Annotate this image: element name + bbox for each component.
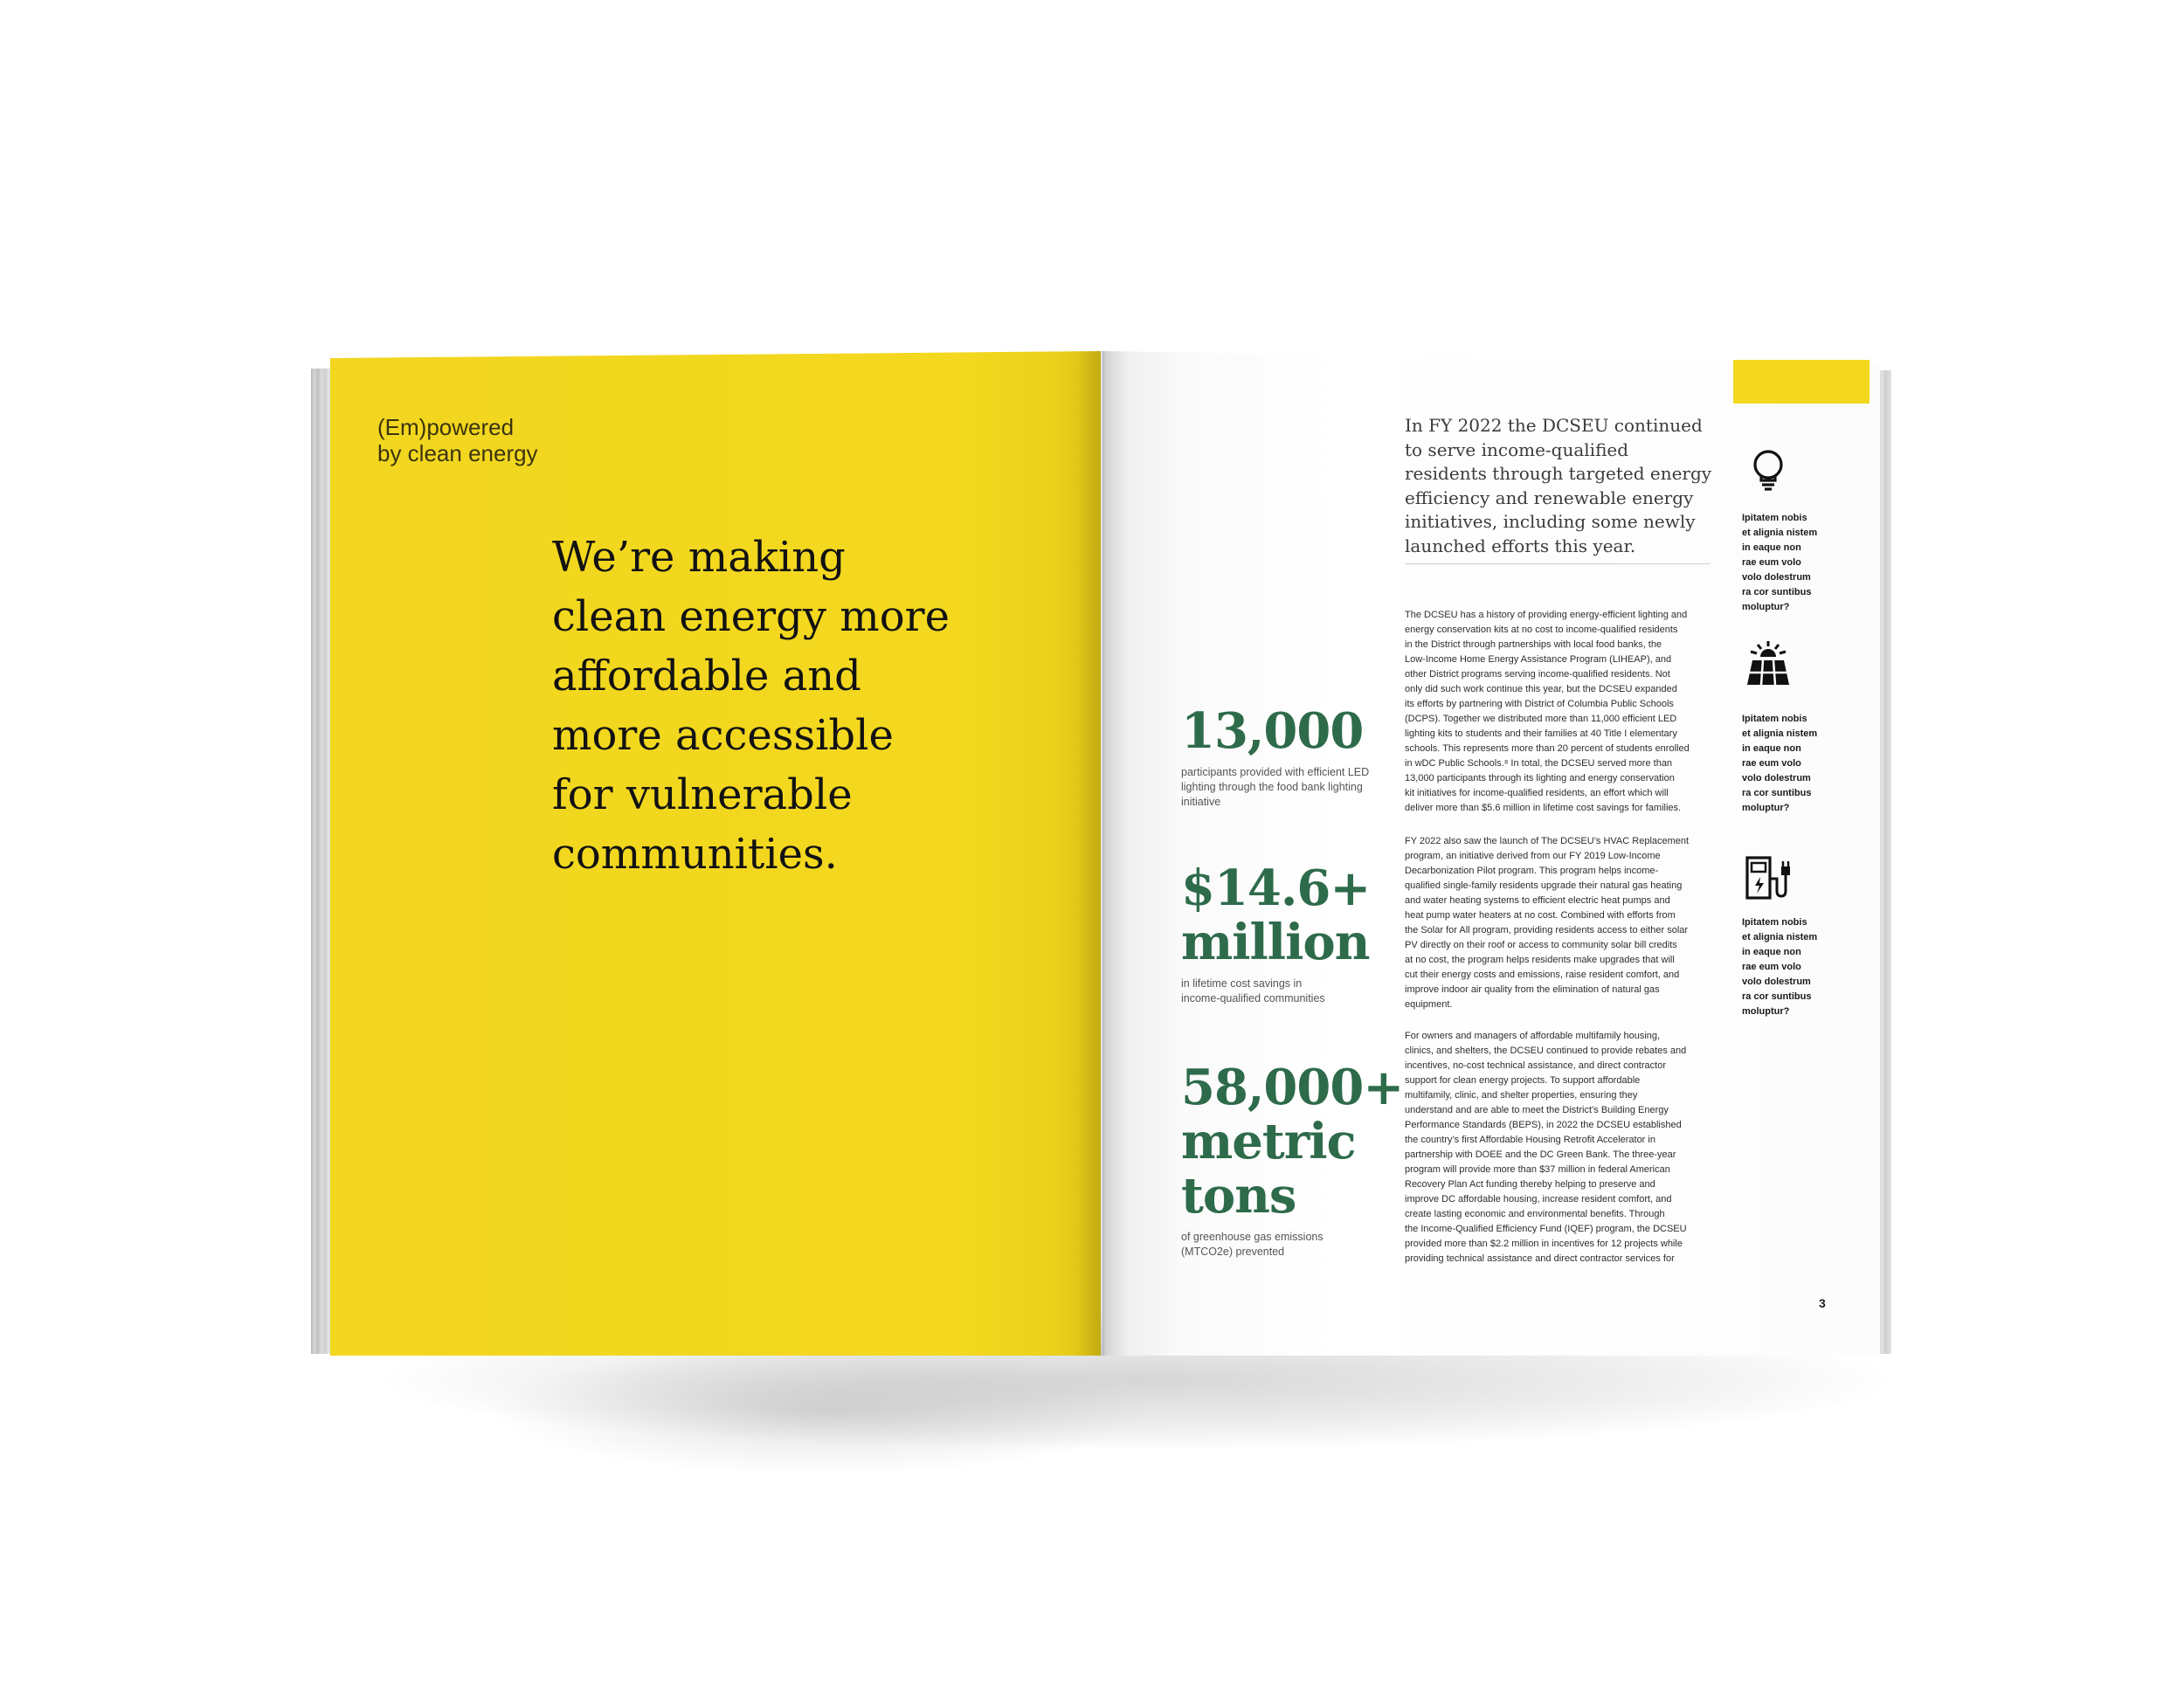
stat-caption-line: income-qualified communities	[1181, 992, 1325, 1004]
stat-number-line: 58,000+	[1181, 1059, 1404, 1116]
body-line: in the District through partnerships with local food banks, the	[1405, 639, 1662, 650]
body-line: its efforts by partnering with District of Columbia Public Schools	[1405, 699, 1674, 709]
side-note-line: ra cor suntibus	[1742, 788, 1812, 798]
stat-emissions-number	[1181, 1060, 1403, 1223]
stat-number-line: 13,000	[1181, 702, 1364, 760]
stat-number-line: metric	[1181, 1113, 1356, 1170]
side-note-line: rae eum volo	[1742, 557, 1801, 568]
side-note-line: Ipitatem nobis	[1742, 917, 1807, 928]
intro-line: efficiency and renewable energy	[1405, 487, 1694, 508]
body-line: program will provide more than $37 million in federal American	[1405, 1164, 1670, 1175]
side-note-line: ra cor suntibus	[1742, 991, 1812, 1002]
stat-savings-number	[1181, 861, 1370, 970]
side-note-line: et alignia nistem	[1742, 932, 1818, 942]
side-note-line: moluptur?	[1742, 1006, 1790, 1017]
headline-line: We’re making	[552, 533, 846, 582]
side-note-line: Ipitatem nobis	[1742, 714, 1807, 724]
side-note-line: rae eum volo	[1742, 758, 1801, 769]
body-line: understand and are able to meet the District’s Building Energy	[1405, 1105, 1669, 1115]
headline-line: more accessible	[552, 711, 894, 760]
stat-caption-line: of greenhouse gas emissions	[1181, 1231, 1324, 1243]
side-note-line: volo dolestrum	[1742, 572, 1811, 583]
side-note-2	[1742, 712, 1847, 816]
body-line: Decarbonization Pilot program. This program helps income-	[1405, 866, 1659, 876]
side-note-line: ra cor suntibus	[1742, 587, 1812, 597]
stat-caption-line: participants provided with efficient LED	[1181, 766, 1370, 778]
intro-line: initiatives, including some newly	[1405, 511, 1696, 532]
side-note-line: in eaque non	[1742, 542, 1801, 553]
page-headline	[552, 528, 1006, 884]
body-line: incentives, no-cost technical assistance, and direct contractor	[1405, 1060, 1666, 1071]
stat-caption-line: in lifetime cost savings in	[1181, 977, 1303, 990]
stat-participants-number	[1181, 704, 1363, 758]
side-note-line: moluptur?	[1742, 803, 1790, 813]
body-line: providing technical assistance and direct contractor services for	[1405, 1253, 1675, 1264]
stat-emissions-caption	[1181, 1230, 1324, 1260]
body-line: heat pump water heaters at no cost. Combined with efforts from	[1405, 910, 1676, 921]
body-line: The DCSEU has a history of providing energy-efficient lighting and	[1405, 610, 1688, 620]
body-line: clinics, and shelters, the DCSEU continued to provide rebates and	[1405, 1046, 1687, 1056]
body-line: the country’s first Affordable Housing Retrofit Accelerator in	[1405, 1135, 1655, 1145]
body-line: schools. This represents more than 20 percent of students enrolled	[1405, 743, 1690, 754]
side-note-line: volo dolestrum	[1742, 773, 1811, 783]
side-note-line: volo dolestrum	[1742, 977, 1811, 987]
lightbulb-icon	[1742, 444, 1794, 496]
headline-line: clean energy more	[552, 592, 950, 641]
side-note-line: Ipitatem nobis	[1742, 513, 1807, 523]
body-line: the Income-Qualified Efficiency Fund (IQEF) program, the DCSEU	[1405, 1224, 1687, 1234]
stat-participants-caption	[1181, 765, 1369, 810]
side-note-line: et alignia nistem	[1742, 728, 1818, 739]
body-line: cut their energy costs and emissions, raise resident comfort, and	[1405, 970, 1680, 980]
body-line: create lasting economic and environmental benefits. Through	[1405, 1209, 1665, 1219]
side-note-line: in eaque non	[1742, 743, 1801, 754]
body-line: only did such work continue this year, but the DCSEU expanded	[1405, 684, 1677, 694]
body-line: Low-Income Home Energy Assistance Program (LIHEAP), and	[1405, 654, 1672, 665]
solar-panel-icon	[1742, 639, 1794, 692]
body-paragraph-2	[1405, 834, 1728, 1012]
headline-line: affordable and	[552, 652, 861, 701]
body-line: For owners and managers of affordable multifamily housing,	[1405, 1031, 1661, 1041]
side-note-line: et alignia nistem	[1742, 528, 1818, 538]
intro-line: In FY 2022 the DCSEU continued	[1405, 415, 1703, 436]
body-line: kit initiatives for income-qualified residents, an effort which will	[1405, 788, 1669, 798]
side-note-line: rae eum volo	[1742, 962, 1801, 972]
body-line: energy conservation kits at no cost to income-qualified residents	[1405, 625, 1678, 635]
eyebrow-line: (Em)powered	[377, 414, 515, 440]
section-eyebrow	[377, 414, 538, 466]
eyebrow-line: by clean energy	[377, 440, 538, 466]
body-line: improve indoor air quality from the elimination of natural gas	[1405, 984, 1660, 995]
body-line: FY 2022 also saw the launch of The DCSEU’s HVAC Replacement	[1405, 836, 1690, 846]
body-line: Recovery Plan Act funding thereby helping to preserve and	[1405, 1179, 1655, 1190]
page-number: 3	[1819, 1296, 1826, 1310]
body-line: other District programs serving income-qualified residents. Not	[1405, 669, 1670, 680]
floor-shadow-left	[489, 1345, 1153, 1476]
body-line: partnership with DOEE and the DC Green Bank. The three-year	[1405, 1149, 1676, 1160]
side-note-line: moluptur?	[1742, 602, 1790, 612]
intro-line: launched efforts this year.	[1405, 535, 1636, 556]
body-line: support for clean energy projects. To support affordable	[1405, 1075, 1641, 1086]
stat-number-line: tons	[1181, 1167, 1296, 1225]
body-line: qualified single-family residents upgrade their natural gas heating	[1405, 880, 1683, 891]
stat-number-line: million	[1181, 914, 1370, 971]
body-line: program, an initiative derived from our FY 2019 Low-Income	[1405, 851, 1661, 861]
intro-divider	[1405, 563, 1711, 564]
body-line: multifamily, clinic, and shelter properties, ensuring they	[1405, 1090, 1638, 1101]
intro-paragraph	[1405, 414, 1711, 558]
body-line: provided more than $2.2 million in incentives for 12 projects while	[1405, 1239, 1683, 1249]
ev-charger-icon	[1742, 852, 1794, 905]
stat-savings-caption	[1181, 977, 1325, 1006]
headline-line: communities.	[552, 830, 838, 879]
body-line: in wDC Public Schools.⁸ In total, the DCSEU served more than	[1405, 758, 1673, 769]
body-line: and water heating systems to efficient electric heat pumps and	[1405, 895, 1670, 906]
headline-line: for vulnerable	[552, 770, 853, 819]
body-line: the Solar for All program, providing residents access to either solar	[1405, 925, 1689, 935]
body-paragraph-1	[1405, 608, 1728, 816]
stat-number-line: $14.6+	[1181, 859, 1371, 917]
body-line: Performance Standards (BEPS), in 2022 the DCSEU established	[1405, 1120, 1682, 1130]
stat-caption-line: lighting through the food bank lighting	[1181, 781, 1363, 793]
side-note-3	[1742, 915, 1847, 1019]
stat-caption-line: initiative	[1181, 796, 1221, 808]
yellow-corner-tab	[1733, 360, 1870, 404]
intro-line: residents through targeted energy	[1405, 463, 1712, 484]
body-line: improve DC affordable housing, increase resident comfort, and	[1405, 1194, 1672, 1204]
body-line: 13,000 participants through its lighting and energy conservation	[1405, 773, 1675, 783]
intro-line: to serve income-qualified	[1405, 438, 1629, 460]
stat-caption-line: (MTCO2e) prevented	[1181, 1246, 1285, 1258]
body-line: at no cost, the program helps residents make upgrades that will	[1405, 955, 1675, 965]
body-line: (DCPS). Together we distributed more than 11,000 efficient LED	[1405, 714, 1677, 724]
body-line: lighting kits to students and their families at 40 Title I elementary	[1405, 728, 1677, 739]
body-line: deliver more than $5.6 million in lifetime cost savings for families.	[1405, 803, 1682, 813]
body-paragraph-3	[1405, 1029, 1728, 1267]
body-line: equipment.	[1405, 999, 1453, 1010]
body-line: PV directly on their roof or access to community solar bill credits	[1405, 940, 1677, 950]
side-note-1	[1742, 511, 1847, 615]
side-note-line: in eaque non	[1742, 947, 1801, 957]
